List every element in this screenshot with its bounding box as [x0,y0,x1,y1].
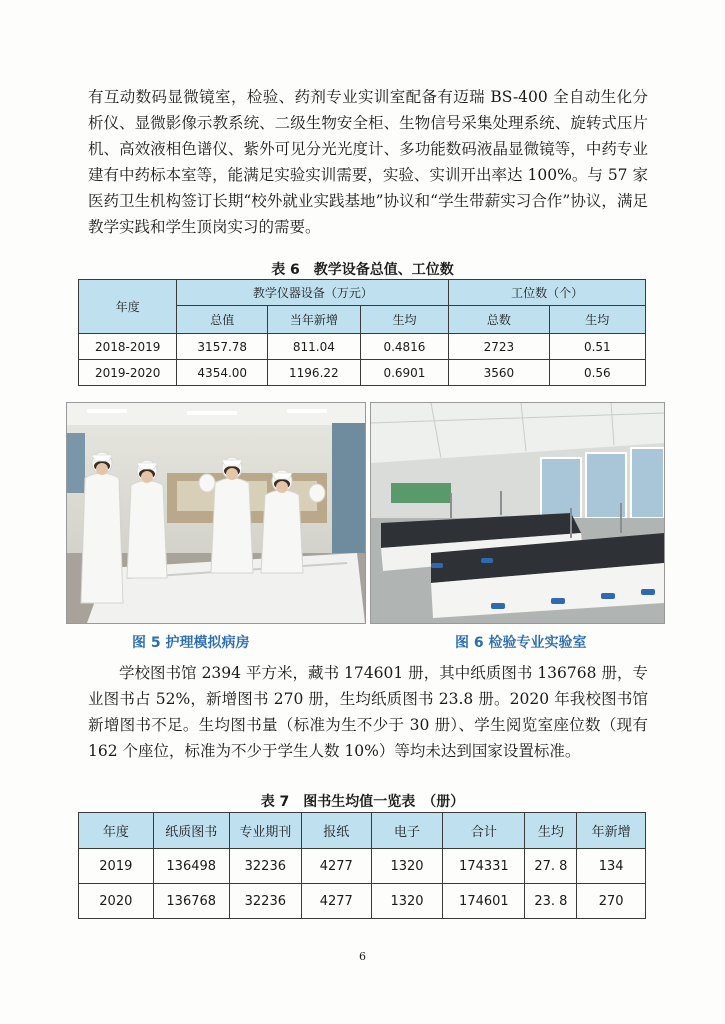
paragraph-library: 学校图书馆 2394 平方米，藏书 174601 册，其中纸质图书 136768 册，专业图书占 52%，新增图书 270 册，生均纸质图书 23.8 册。2020 年我校图书馆新增图书不足。生均图书量（标准为生不少于 30 册）、学生阅览室座位数（现有 162 个座位，标准为不少于学生人数 10%）等均未达到国家设置标准。 [88,664,648,760]
t7-header: 纸质图书 [153,813,229,849]
t7-cell: 32236 [229,884,301,919]
page-number: 6 [359,950,366,963]
t7-cell: 4277 [301,884,371,919]
t7-header: 年新增 [577,813,646,849]
t6-cell: 3157.78 [177,334,268,360]
t7-cell: 1320 [371,849,443,884]
t7-header: 专业期刊 [229,813,301,849]
t6-cell: 0.51 [549,334,645,360]
t6-h-equip: 教学仪器设备（万元） [177,280,449,306]
table6-caption: 表 6 教学设备总值、工位数 [271,262,454,278]
t6-h-per: 生均 [360,306,449,334]
paragraph-top: 有互动数码显微镜室，检验、药剂专业实训室配备有迈瑞 BS-400 全自动生化分析仪、显微影像示教系统、二级生物安全柜、生物信号采集处理系统、旋转式压片机、高效液相色谱仪、紫外可见分光光度计、多功能数码液晶显微镜等，中药专业建有中药标本室等，能满足实验实训需要，实验、实训开出率达 100%。与 57 家医药卫生机构签订长期“校外就业实践基地”协议和“学生带薪实习合作”协议，满足教学实践和学生顶岗实习的需要。 [88,88,648,236]
t7-cell: 32236 [229,849,301,884]
t6-h-per2: 生均 [549,306,645,334]
laboratory-photo [370,402,665,624]
t6-cell: 3560 [449,360,549,386]
t7-cell: 4277 [301,849,371,884]
t6-cell: 4354.00 [177,360,268,386]
fig6-caption: 图 6 检验专业实验室 [455,635,587,651]
t6-h-station: 工位数（个） [449,280,646,306]
t6-cell: 2019-2020 [79,360,177,386]
t7-header: 生均 [525,813,577,849]
t6-h-total-value: 总值 [177,306,268,334]
t6-cell: 1196.22 [268,360,361,386]
table6 [78,279,646,386]
table7 [78,812,646,919]
t6-cell: 0.4816 [360,334,449,360]
table7-caption: 表 7 图书生均值一览表 （册） [260,794,465,810]
t6-h-new: 当年新增 [268,306,361,334]
table-row [79,849,646,884]
t7-cell: 270 [577,884,646,919]
t7-cell: 2019 [79,849,154,884]
t6-h-year: 年度 [79,280,177,334]
t6-h-total: 总数 [449,306,549,334]
t7-header: 合计 [443,813,525,849]
t6-cell: 811.04 [268,334,361,360]
t7-header: 报纸 [301,813,371,849]
t6-cell: 2018-2019 [79,334,177,360]
t6-cell: 0.56 [549,360,645,386]
table-row [79,360,646,386]
table-row [79,884,646,919]
t7-cell: 174331 [443,849,525,884]
table-row [79,334,646,360]
t7-cell: 136498 [153,849,229,884]
t7-cell: 1320 [371,884,443,919]
t6-cell: 2723 [449,334,549,360]
fig5-caption: 图 5 护理模拟病房 [132,635,250,651]
t7-cell: 23. 8 [525,884,577,919]
t7-cell: 174601 [443,884,525,919]
t7-cell: 134 [577,849,646,884]
nursing-ward-photo [66,402,366,624]
t6-cell: 0.6901 [360,360,449,386]
t7-cell: 136768 [153,884,229,919]
t7-cell: 2020 [79,884,154,919]
t7-cell: 27. 8 [525,849,577,884]
t7-header: 电子 [371,813,443,849]
t7-header: 年度 [79,813,154,849]
